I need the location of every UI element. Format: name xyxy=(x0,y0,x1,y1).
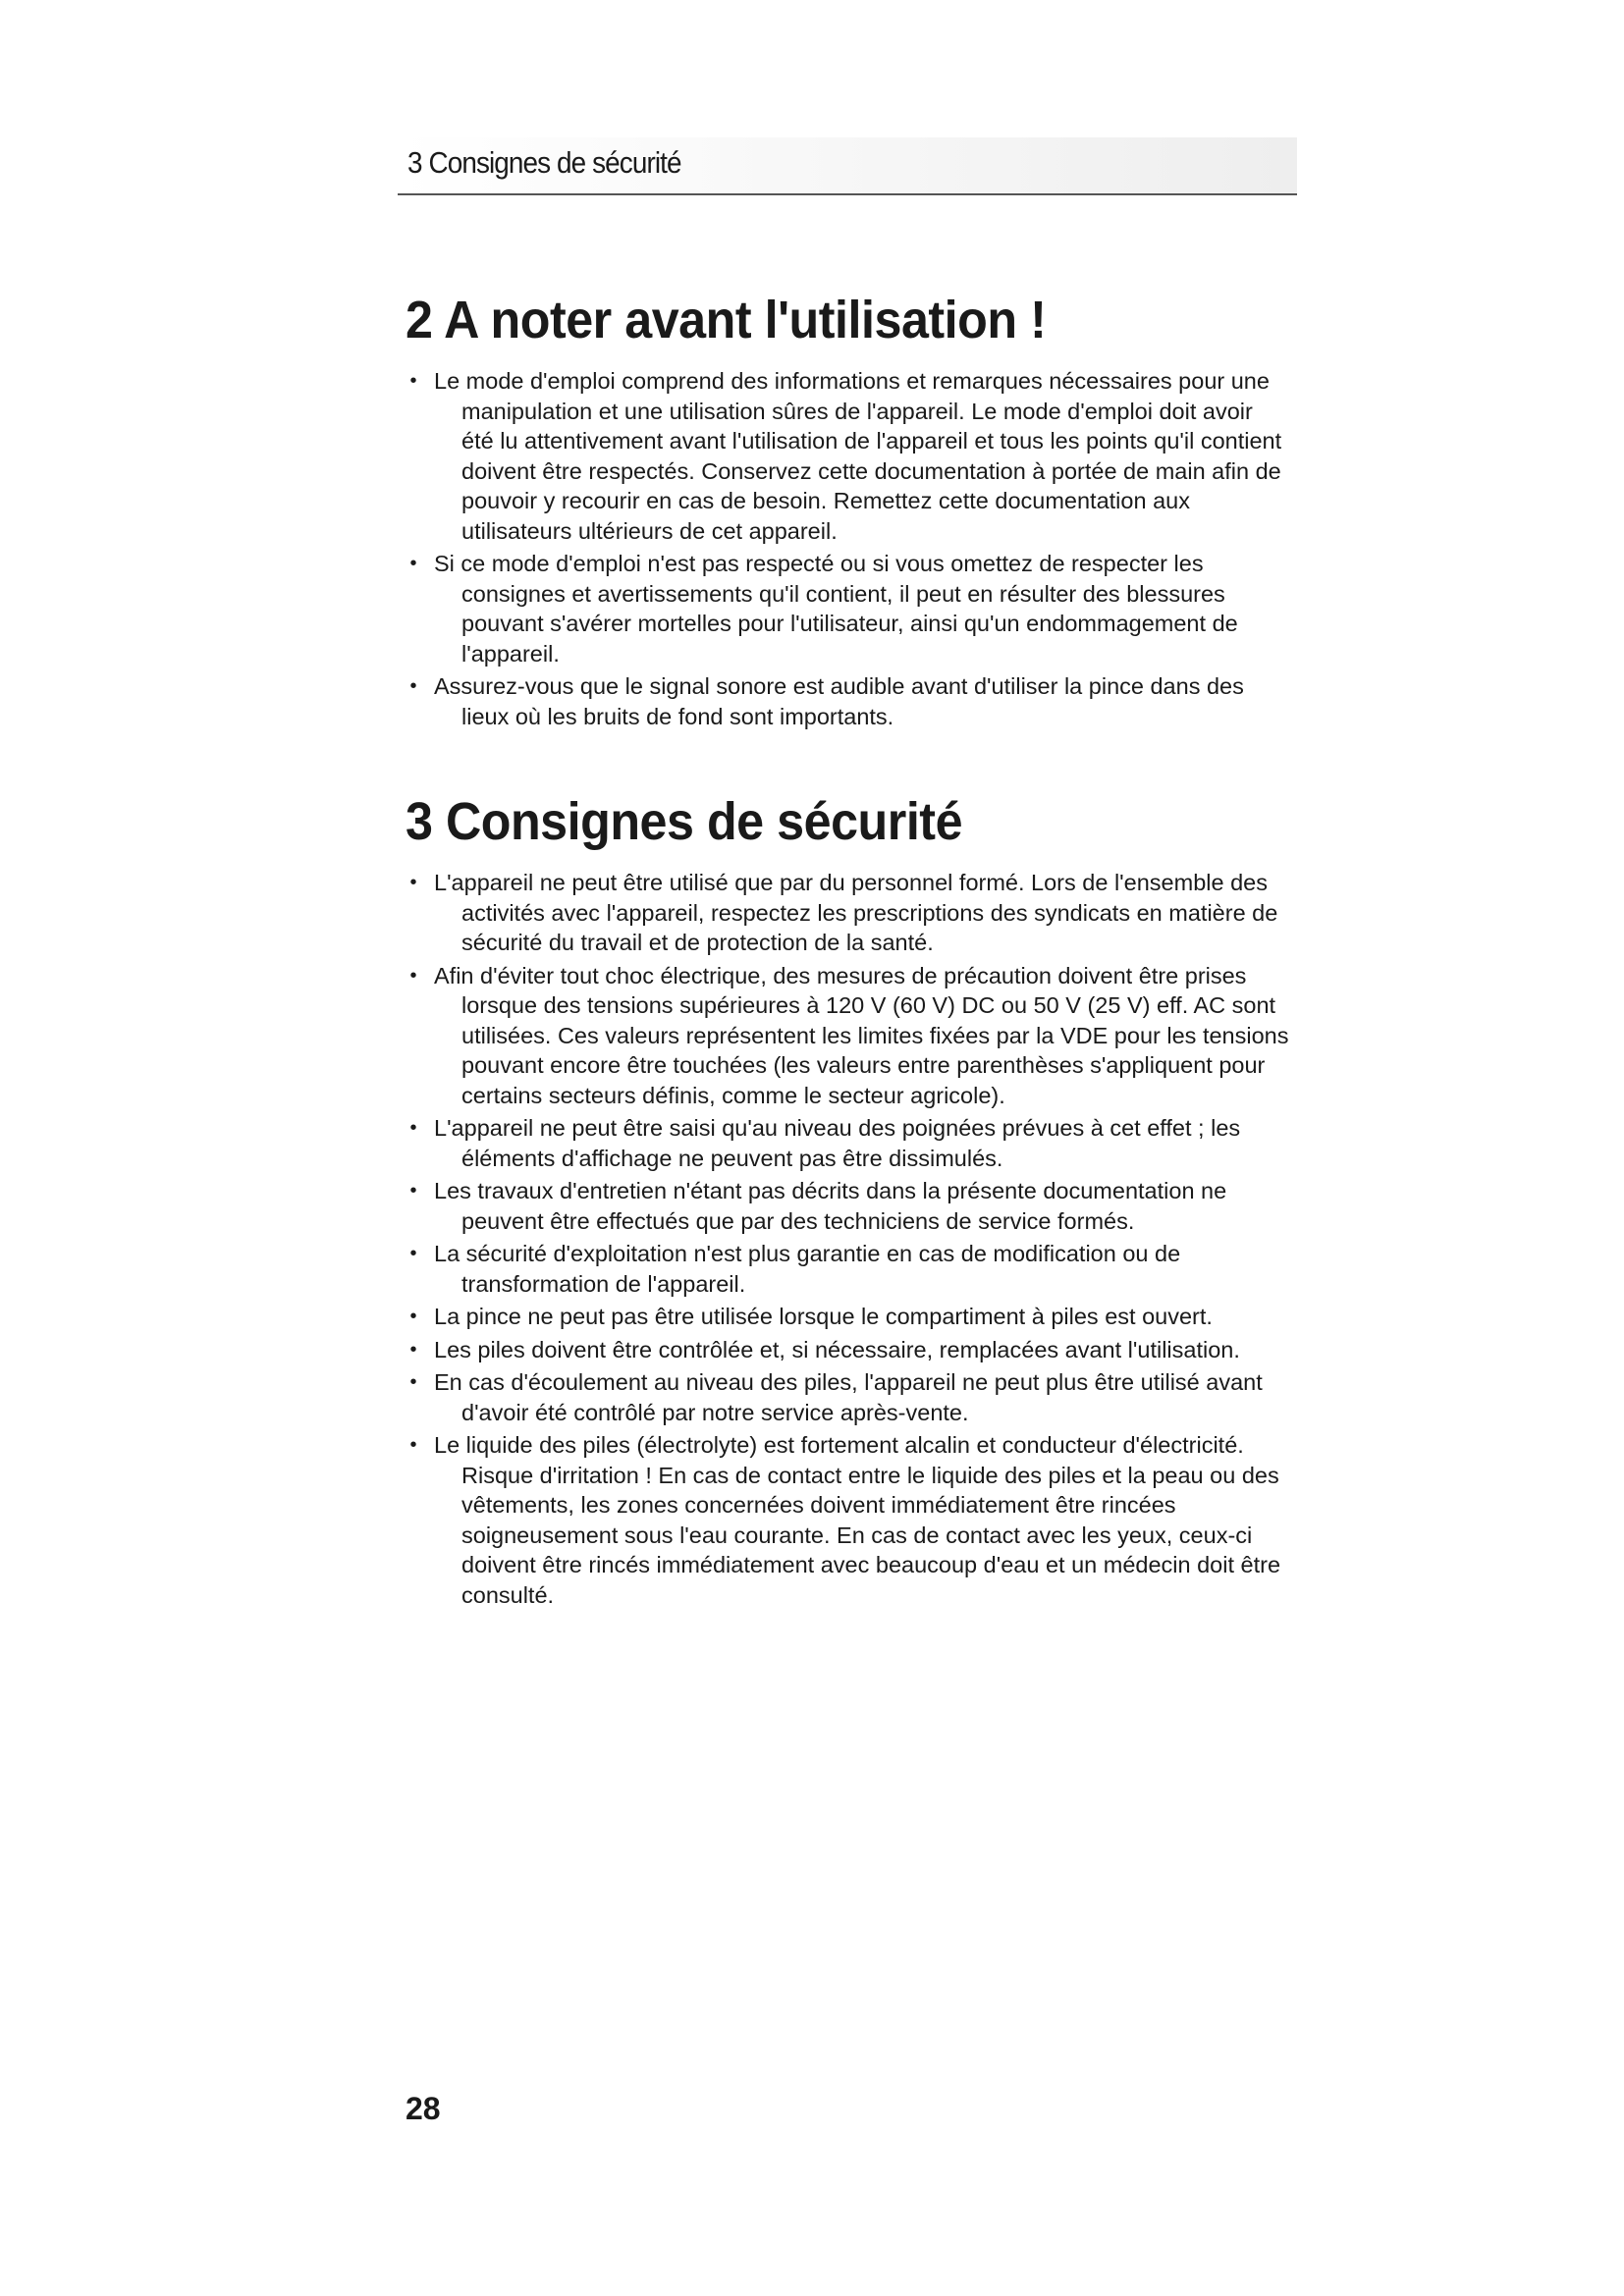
list-item xyxy=(406,549,1289,668)
list-item xyxy=(406,1430,1289,1610)
section-title: 3 Consignes de sécurité xyxy=(406,792,963,851)
list-item-text: Si ce mode d'emploi n'est pas respecté ou si vous omettez de respecter les consignes et avertissements qu'il contient, il peut en résulter des blessures pouvant s'avérer mortelles pour l'utilisateur, ainsi qu'un endommagement de l'appareil. xyxy=(434,551,1238,667)
list-item-text: La pince ne peut pas être utilisée lorsque le compartiment à piles est ouvert. xyxy=(434,1304,1213,1329)
bullet-list xyxy=(406,868,1289,1610)
bullet-icon: • xyxy=(409,1243,417,1264)
bullet-icon: • xyxy=(409,1338,417,1361)
list-item xyxy=(406,961,1289,1111)
bullet-icon: • xyxy=(409,1434,417,1456)
list-item-text: Assurez-vous que le signal sonore est audible avant d'utiliser la pince dans des lieux où les bruits de fond sont importants. xyxy=(434,673,1244,729)
list-item xyxy=(406,1239,1289,1299)
list-item xyxy=(406,1302,1289,1332)
bullet-icon: • xyxy=(409,1371,417,1393)
bullet-icon: • xyxy=(409,1306,417,1327)
bullet-icon: • xyxy=(409,370,417,392)
list-item-text: Le mode d'emploi comprend des informations et remarques nécessaires pour une manipulation et une utilisation sûres de l'appareil. Le mode d'emploi doit avoir été lu attentivement avant l'utilisation de l'appareil et tous les points qu'il contient doivent être respectés. Conservez cette documentation à portée de main afin de pouvoir y recourir en cas de besoin. Remettez cette documentation aux utilisateurs ultérieurs de cet appareil. xyxy=(434,368,1282,544)
list-item xyxy=(406,1176,1289,1236)
list-item-text: L'appareil ne peut être saisi qu'au niveau des poignées prévues à cet effet ; les éléments d'affichage ne peuvent pas être dissimulés. xyxy=(434,1115,1241,1171)
bullet-icon: • xyxy=(409,553,417,574)
bullet-icon: • xyxy=(409,1180,417,1201)
section-safety-instructions xyxy=(406,789,1289,1613)
list-item-text: Les piles doivent être contrôlée et, si nécessaire, remplacées avant l'utilisation. xyxy=(434,1336,1240,1362)
list-item-text: Les travaux d'entretien n'étant pas décrits dans la présente documentation ne peuvent être effectués que par des techniciens de service formés. xyxy=(434,1178,1227,1234)
bullet-icon: • xyxy=(409,675,417,697)
list-item-text: Le liquide des piles (électrolyte) est fortement alcalin et conducteur d'électricité. Risque d'irritation ! En cas de contact entre le liquide des piles et la peau ou des vêtements, les zones concernées doivent immédiatement être rincées soigneusement sous l'eau courante. En cas de contact avec les yeux, ceux-ci doivent être rincés immédiatement avec beaucoup d'eau et un médecin doit être consulté. xyxy=(434,1432,1281,1608)
section-title: 2 A noter avant l'utilisation ! xyxy=(406,291,1047,349)
list-item xyxy=(406,1367,1289,1427)
bullet-icon: • xyxy=(409,964,417,987)
list-item xyxy=(406,1335,1289,1365)
list-item-text: Afin d'éviter tout choc électrique, des mesures de précaution doivent être prises lorsque des tensions supérieures à 120 V (60 V) DC ou 50 V (25 V) eff. AC sont utilisées. Ces valeurs représentent les limites fixées par la VDE pour les tensions pouvant encore être touchées (les valeurs entre parenthèses s'appliquent pour certains secteurs définis, comme le secteur agricole). xyxy=(434,962,1289,1108)
list-item xyxy=(406,1113,1289,1173)
list-item-text: La sécurité d'exploitation n'est plus garantie en cas de modification ou de transformation de l'appareil. xyxy=(434,1241,1181,1297)
page-number: 28 xyxy=(406,2091,441,2126)
list-item xyxy=(406,868,1289,958)
list-item-text: L'appareil ne peut être utilisé que par du personnel formé. Lors de l'ensemble des activités avec l'appareil, respectez les prescriptions des syndicats en matière de sécurité du travail et de protection de la santé. xyxy=(434,870,1278,955)
bullet-list xyxy=(406,366,1289,731)
bullet-icon: • xyxy=(409,1117,417,1139)
list-item xyxy=(406,366,1289,546)
list-item xyxy=(406,671,1289,731)
section-before-use xyxy=(406,288,1289,734)
bullet-icon: • xyxy=(409,872,417,893)
running-header-title: 3 Consignes de sécurité xyxy=(407,145,681,180)
list-item-text: En cas d'écoulement au niveau des piles, l'appareil ne peut plus être utilisé avant d'avoir été contrôlé par notre service après-vente. xyxy=(434,1369,1263,1425)
running-header xyxy=(398,137,1297,195)
